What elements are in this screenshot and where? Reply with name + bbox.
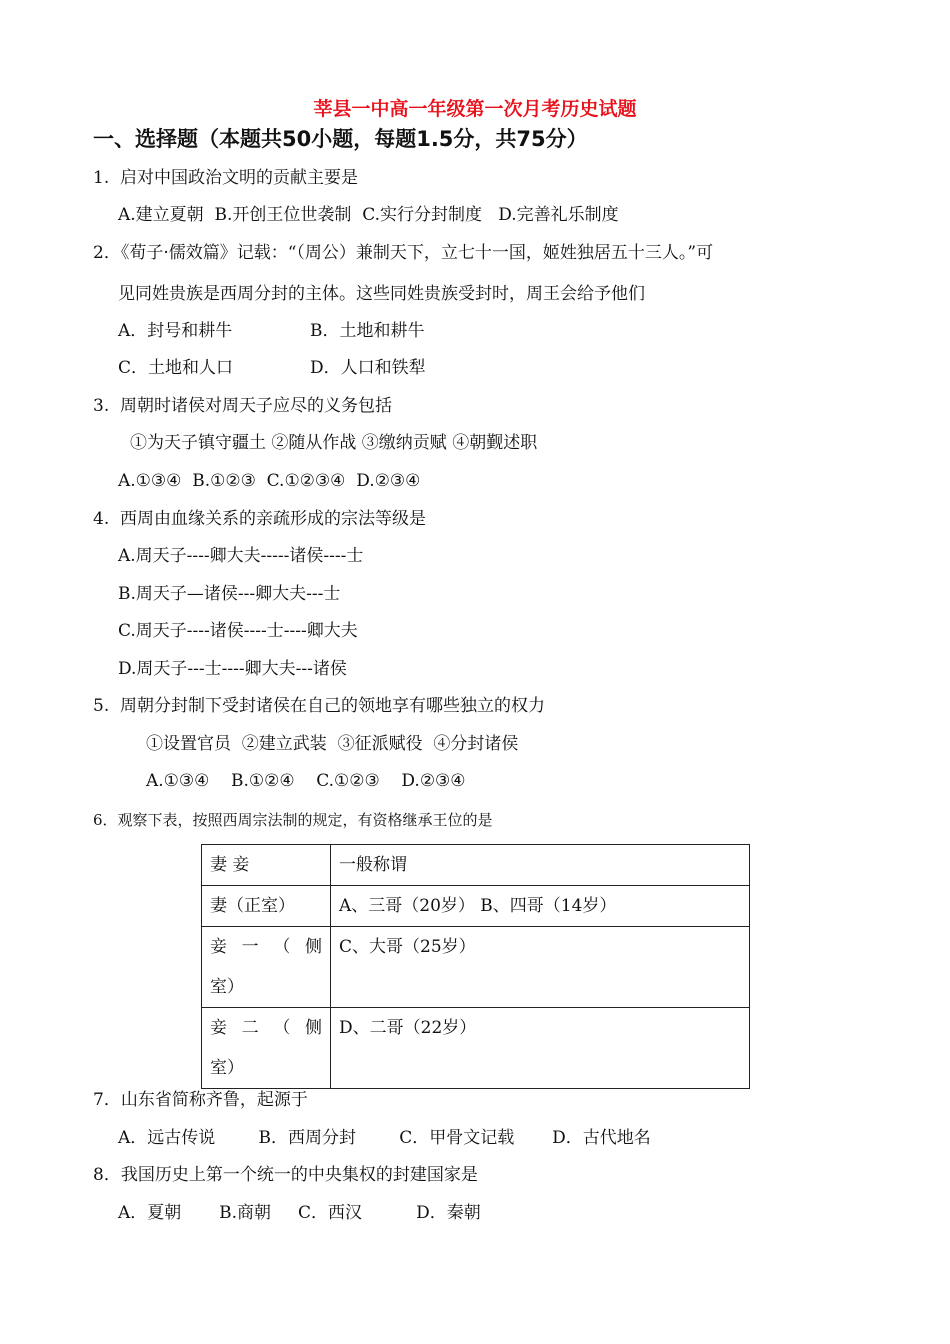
row-value-cell (331, 927, 750, 1008)
row-value-concubine1: C、大哥（25岁） (339, 937, 476, 957)
q5-options: A.①③④ B.①②④ C.①②③ D.②③④ (146, 771, 466, 791)
row-label-cell (202, 927, 331, 1008)
table-row (202, 886, 750, 927)
q3-options: A.①③④ B.①②③ C.①②③④ D.②③④ (118, 471, 421, 491)
q6-stem: 6．观察下表，按照西周宗法制的规定，有资格继承王位的是 (93, 811, 493, 829)
table-header-cell (331, 845, 750, 886)
q8-options: A．夏朝 B.商朝 C．西汉 D．秦朝 (118, 1203, 481, 1223)
table-row (202, 927, 750, 1008)
row-label-concubine2-line1: 妾二（侧 (210, 1018, 322, 1038)
q2-option-c: C．土地和人口 (118, 358, 234, 378)
header-title: 一般称谓 (339, 855, 407, 875)
q2-option-d: D．人口和铁犁 (310, 358, 426, 378)
section-heading: 一、选择题（本题共50小题，每题1.5分，共75分） (93, 127, 588, 151)
row-label-concubine1-line1: 妾一（侧 (210, 937, 322, 957)
q1-stem: 1. 启对中国政治文明的贡献主要是 (93, 168, 359, 188)
table-header-cell (202, 845, 331, 886)
row-label-wife: 妻（正室） (210, 896, 295, 916)
q3-items: ①为天子镇守疆土 ②随从作战 ③缴纳贡赋 ④朝觐述职 (130, 433, 538, 453)
q2-option-a: A．封号和耕牛 (118, 321, 233, 341)
q2-stem: 2．《荀子·儒效篇》记载：“（周公）兼制天下，立七十一国，姬姓独居五十三人。”可 (93, 243, 714, 263)
q5-items: ①设置官员 ②建立武装 ③征派赋役 ④分封诸侯 (146, 734, 519, 754)
row-value-wife: A、三哥（20岁） B、四哥（14岁） (339, 896, 617, 916)
row-value-cell (331, 1008, 750, 1089)
inheritance-table (201, 844, 750, 1089)
q5-stem: 5. 周朝分封制下受封诸侯在自己的领地享有哪些独立的权力 (93, 696, 546, 716)
q4-option-d: D.周天子---士----卿大夫---诸侯 (118, 659, 347, 679)
q4-option-b: B.周天子—诸侯---卿大夫---士 (118, 584, 341, 604)
row-label-concubine2-line2: 室） (210, 1058, 244, 1078)
row-label-concubine1-line2: 室） (210, 977, 244, 997)
q4-option-a: A.周天子----卿大夫-----诸侯----士 (118, 546, 364, 566)
q4-option-c: C.周天子----诸侯----士----卿大夫 (118, 621, 358, 641)
header-wife-concubine: 妻 妾 (210, 855, 250, 875)
row-value-concubine2: D、二哥（22岁） (339, 1018, 477, 1038)
q1-options: A.建立夏朝 B.开创王位世袭制 C.实行分封制度 D.完善礼乐制度 (118, 205, 619, 225)
q2-option-b: B．土地和耕牛 (310, 321, 425, 341)
q3-stem: 3. 周朝时诸侯对周天子应尽的义务包括 (93, 396, 393, 416)
row-label-cell (202, 1008, 331, 1089)
exam-title: 莘县一中高一年级第一次月考历史试题 (313, 98, 637, 120)
q8-stem: 8．我国历史上第一个统一的中央集权的封建国家是 (93, 1165, 478, 1185)
q4-stem: 4. 西周由血缘关系的亲疏形成的宗法等级是 (93, 509, 427, 529)
row-value-cell (331, 886, 750, 927)
table-row (202, 1008, 750, 1089)
row-label-cell (202, 886, 331, 927)
q7-stem: 7．山东省简称齐鲁，起源于 (93, 1090, 308, 1110)
q2-stem-continued: 见同姓贵族是西周分封的主体。这些同姓贵族受封时，周王会给予他们 (118, 284, 645, 304)
table-header-row (202, 845, 750, 886)
q7-options: A．远古传说 B．西周分封 C．甲骨文记载 D．古代地名 (118, 1128, 651, 1148)
